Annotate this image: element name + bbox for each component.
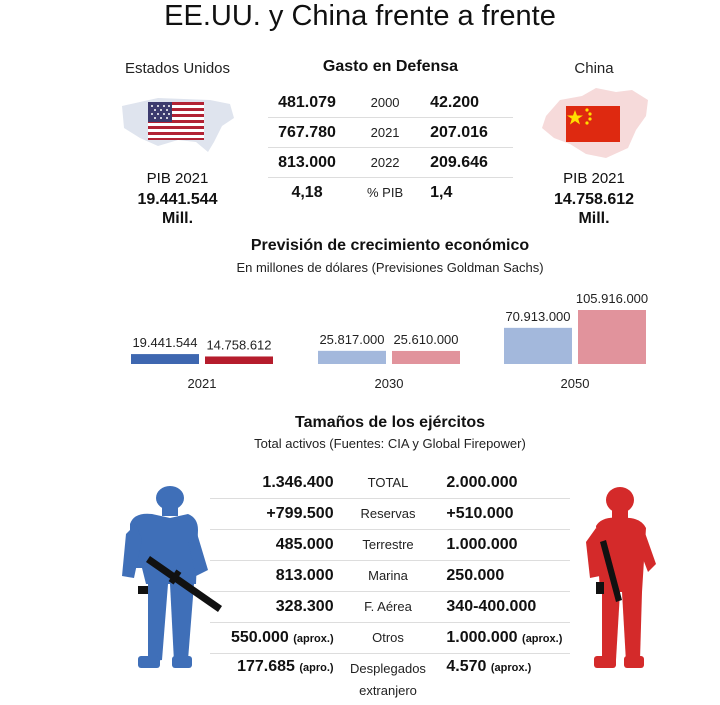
army-table <box>210 468 570 704</box>
army-us-value: 813.000 <box>275 567 334 584</box>
army-us-value: 1.346.400 <box>262 474 334 491</box>
china-soldier-icon <box>582 484 662 676</box>
bar-value-label: 19.441.544 <box>132 335 198 351</box>
usa-pib-value: 19.441.544 <box>137 191 218 208</box>
army-row-label: Terrestre <box>362 537 414 552</box>
year-label: 2021 <box>187 376 217 391</box>
defense-row <box>268 88 513 118</box>
defense-table <box>268 88 513 207</box>
army-row-label: Otros <box>372 630 404 645</box>
army-cn-value: 1.000.000 <box>446 536 518 553</box>
army-us-value: 177.685 (apro.) <box>237 658 334 675</box>
defense-row-label: 2022 <box>370 155 400 170</box>
army-us-value: 550.000 (aprox.) <box>230 629 334 646</box>
defense-cn-value: 209.646 <box>430 153 488 171</box>
defense-row-label: % PIB <box>367 185 404 200</box>
army-row <box>210 592 570 623</box>
army-row-label: F. Aérea <box>364 599 412 614</box>
defense-us-value: 4,18 <box>291 183 323 201</box>
defense-row <box>268 178 513 207</box>
bar-value-label: 105.916.000 <box>575 291 649 306</box>
army-row-label: Marina <box>368 568 408 583</box>
china-flag-map-icon <box>536 86 656 162</box>
defense-row-label: 2021 <box>370 125 400 140</box>
defense-cn-value: 1,4 <box>430 183 453 201</box>
army-cn-value: 340-400.000 <box>446 598 537 615</box>
army-row-label: TOTAL <box>367 475 409 490</box>
army-cn-value: 4.570 (aprox.) <box>446 658 532 675</box>
usa-pib-label: PIB 2021 <box>146 170 209 187</box>
usa-flag-map-icon <box>118 92 236 156</box>
defense-row-label: 2000 <box>370 95 400 110</box>
army-row <box>210 499 570 530</box>
bar-value-label: 70.913.000 <box>505 308 571 324</box>
army-title: Tamaños de los ejércitos <box>295 414 485 431</box>
growth-subtitle: En millones de dólares (Previsiones Goldman Sachs) <box>236 260 544 275</box>
army-row <box>210 654 570 704</box>
bar-cn-2030 <box>392 351 460 364</box>
usa-pib-unit: Mill. <box>161 210 194 227</box>
bar-value-label: 14.758.612 <box>206 337 272 353</box>
army-us-value: 328.300 <box>275 598 334 615</box>
army-cn-value: +510.000 <box>446 505 514 522</box>
army-us-value: 485.000 <box>275 536 334 553</box>
army-cn-value: 2.000.000 <box>446 474 518 491</box>
page-title: EE.UU. y China frente a frente <box>164 0 556 32</box>
defense-cn-value: 42.200 <box>430 93 480 111</box>
defense-us-value: 481.079 <box>278 93 336 111</box>
bar-cn-2050 <box>578 310 646 364</box>
army-row <box>210 623 570 654</box>
army-row-label: Desplegados extranjero <box>350 661 426 698</box>
defense-us-value: 813.000 <box>278 153 336 171</box>
growth-bar-chart <box>0 280 720 396</box>
defense-us-value: 767.780 <box>278 123 336 141</box>
defense-row <box>268 118 513 148</box>
army-row <box>210 561 570 592</box>
defense-title: Gasto en Defensa <box>322 58 459 75</box>
growth-title: Previsión de crecimiento económico <box>250 237 530 254</box>
army-cn-value: 1.000.000 (aprox.) <box>446 629 563 646</box>
army-row-label: Reservas <box>360 506 416 521</box>
bar-us-2021 <box>131 354 199 364</box>
army-row <box>210 530 570 561</box>
defense-row <box>268 148 513 178</box>
bar-us-2030 <box>318 351 386 364</box>
china-pib-value: 14.758.612 <box>553 191 635 208</box>
army-row <box>210 468 570 499</box>
year-label: 2030 <box>374 376 404 391</box>
army-us-value: +799.500 <box>266 505 334 522</box>
year-label: 2050 <box>560 376 590 391</box>
bar-value-label: 25.817.000 <box>319 331 385 347</box>
defense-cn-value: 207.016 <box>430 123 488 141</box>
china-pib-label: PIB 2021 <box>563 170 625 187</box>
bar-cn-2021 <box>205 356 273 364</box>
bar-value-label: 25.610.000 <box>393 331 459 347</box>
army-subtitle: Total activos (Fuentes: CIA y Global Firepower) <box>254 436 526 451</box>
china-label: China <box>574 60 614 77</box>
army-cn-value: 250.000 <box>446 567 505 584</box>
china-pib-unit: Mill. <box>578 210 610 227</box>
usa-label: Estados Unidos <box>124 60 231 77</box>
bar-us-2050 <box>504 328 572 364</box>
